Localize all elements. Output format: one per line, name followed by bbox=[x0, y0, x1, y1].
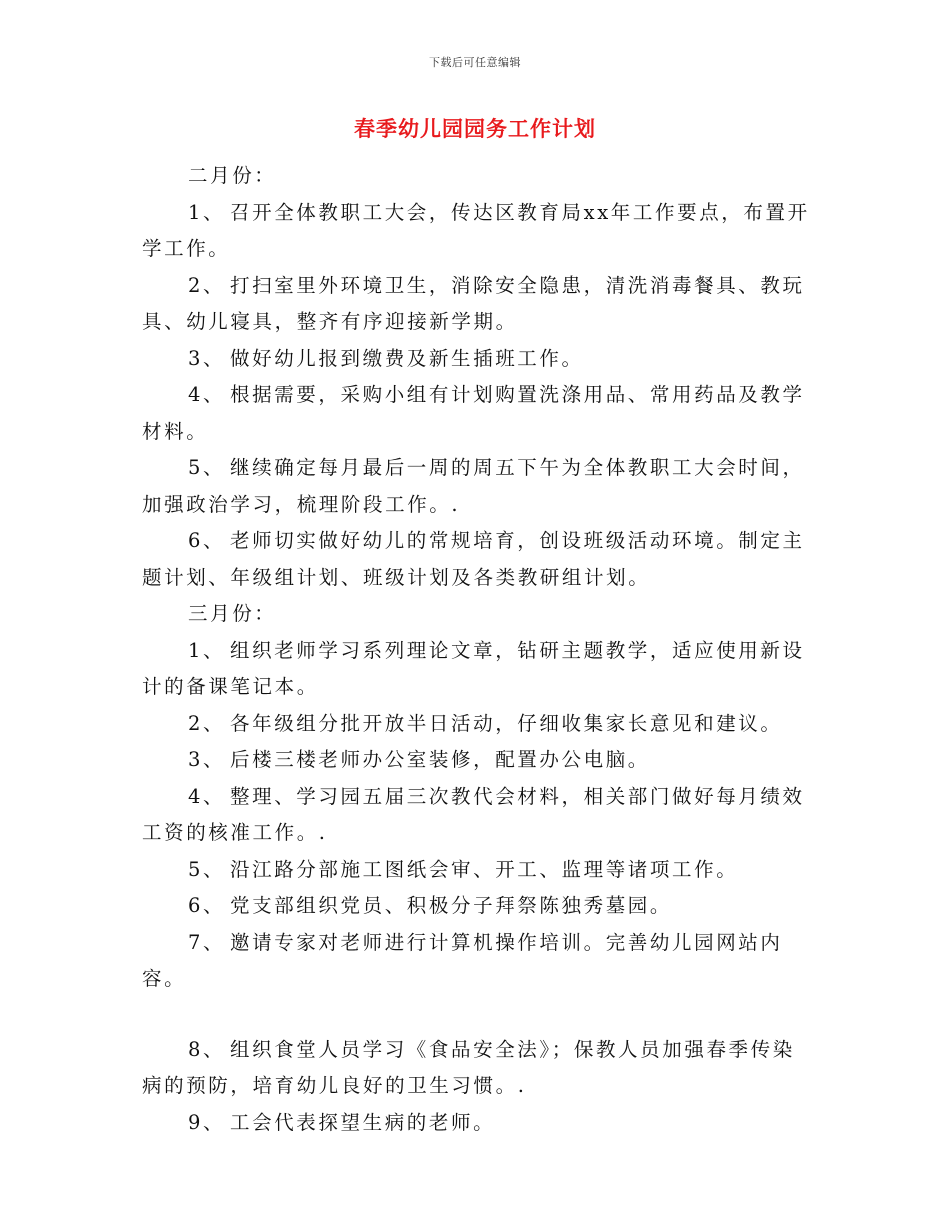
list-item bbox=[142, 1032, 812, 1105]
item-text: 召开全体教职工大会，传达区教育局xx年工作要点，布置开学工作。 bbox=[142, 200, 810, 260]
section-heading-march: 三月份： bbox=[188, 602, 277, 625]
item-text: 后楼三楼老师办公室装修，配置办公电脑。 bbox=[230, 748, 650, 771]
list-item bbox=[142, 706, 812, 743]
list-item bbox=[142, 523, 812, 596]
item-text: 根据需要，采购小组有计划购置洗涤用品、常用药品及教学材料。 bbox=[142, 383, 805, 443]
list-item bbox=[142, 925, 812, 998]
item-text: 邀请专家对老师进行计算机操作培训。完善幼儿园网站内容。 bbox=[142, 930, 783, 990]
item-number: 8、 bbox=[188, 1037, 226, 1061]
item-text: 组织食堂人员学习《食品安全法》；保教人员加强春季传染病的预防，培育幼儿良好的卫生习惯。. bbox=[142, 1037, 795, 1097]
item-text: 老师切实做好幼儿的常规培育，创设班级活动环境。制定主题计划、年级组计划、班级计划及各类教研组计划。 bbox=[142, 529, 805, 589]
list-item bbox=[142, 742, 812, 779]
item-number: 1、 bbox=[188, 200, 226, 224]
list-item bbox=[142, 450, 812, 523]
item-number: 6、 bbox=[188, 529, 226, 552]
item-number: 9、 bbox=[188, 1110, 226, 1134]
item-number: 4、 bbox=[188, 383, 226, 406]
item-text: 做好幼儿报到缴费及新生插班工作。 bbox=[230, 346, 584, 370]
item-number: 2、 bbox=[188, 273, 226, 297]
list-item bbox=[142, 633, 812, 706]
item-number: 6、 bbox=[188, 894, 226, 917]
item-text: 各年级组分批开放半日活动，仔细收集家长意见和建议。 bbox=[230, 711, 783, 735]
document-body bbox=[142, 158, 812, 1141]
item-text: 组织老师学习系列理论文章，钻研主题教学，适应使用新设计的备课笔记本。 bbox=[142, 638, 805, 698]
list-item bbox=[142, 852, 812, 889]
item-text: 整理、学习园五届三次教代会材料，相关部门做好每月绩效工资的核准工作。. bbox=[142, 784, 805, 844]
list-item bbox=[142, 1105, 812, 1142]
list-item bbox=[142, 195, 812, 268]
item-text: 工会代表探望生病的老师。 bbox=[230, 1110, 496, 1134]
item-text: 打扫室里外环境卫生，消除安全隐患，清洗消毒餐具、教玩具、幼儿寝具，整齐有序迎接新学期。 bbox=[142, 273, 805, 333]
list-item bbox=[142, 377, 812, 450]
item-number: 5、 bbox=[188, 456, 226, 479]
list-item bbox=[142, 268, 812, 341]
item-number: 4、 bbox=[188, 784, 226, 808]
item-text: 沿江路分部施工图纸会审、开工、监理等诸项工作。 bbox=[230, 857, 739, 881]
list-item bbox=[142, 779, 812, 852]
item-number: 7、 bbox=[188, 930, 226, 954]
item-number: 1、 bbox=[188, 638, 226, 662]
list-item bbox=[142, 888, 812, 925]
item-text: 党支部组织党员、积极分子拜祭陈独秀墓园。 bbox=[230, 894, 673, 917]
item-number: 2、 bbox=[188, 711, 226, 735]
item-number: 3、 bbox=[188, 748, 226, 771]
section-heading-february: 二月份： bbox=[188, 164, 277, 187]
item-text: 继续确定每月最后一周的周五下午为全体教职工大会时间，加强政治学习，梳理阶段工作。. bbox=[142, 456, 805, 516]
item-number: 5、 bbox=[188, 857, 226, 881]
blank-line bbox=[142, 998, 812, 1032]
list-item bbox=[142, 341, 812, 378]
item-number: 3、 bbox=[188, 346, 226, 370]
header-note: 下载后可任意编辑 bbox=[429, 56, 521, 69]
document-title: 春季幼儿园园务工作计划 bbox=[354, 116, 596, 141]
